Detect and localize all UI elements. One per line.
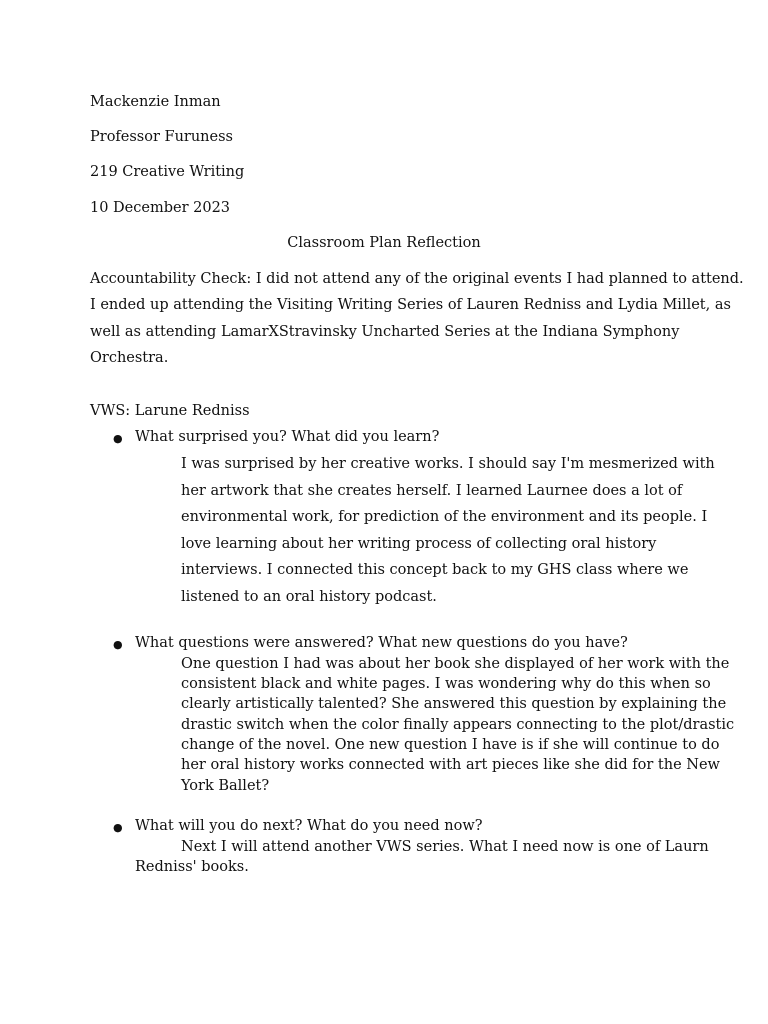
question-prompt: What questions were answered? What new questions do you have? <box>135 635 628 651</box>
author-name: Mackenzie Inman <box>90 94 221 110</box>
answer-line: change of the novel. One new question I have is if she will continue to do <box>181 737 720 753</box>
answer-line: York Ballet? <box>181 778 270 794</box>
answer-line: interviews. I connected this concept back to my GHS class where we <box>181 562 689 578</box>
paragraph-line: well as attending LamarXStravinsky Uncharted Series at the Indiana Symphony <box>90 324 680 340</box>
document-title: Classroom Plan Reflection <box>287 235 481 251</box>
bullet-icon: ● <box>113 638 123 651</box>
answer-line: drastic switch when the color finally appears connecting to the plot/drastic <box>181 717 735 733</box>
answer-line: her artwork that she creates herself. I learned Laurnee does a lot of <box>181 483 683 499</box>
answer-line: love learning about her writing process of collecting oral history <box>181 536 657 552</box>
answer-line: I was surprised by her creative works. I should say I'm mesmerized with <box>181 456 715 472</box>
document-date: 10 December 2023 <box>90 200 231 216</box>
answer-line: clearly artistically talented? She answered this question by explaining the <box>181 696 727 712</box>
answer-line: Next I will attend another VWS series. What I need now is one of Laurn <box>181 839 709 855</box>
section-heading: VWS: Larune Redniss <box>90 403 250 419</box>
paragraph-line: Orchestra. <box>90 350 169 366</box>
answer-line: her oral history works connected with art pieces like she did for the New <box>181 757 720 773</box>
professor-name: Professor Furuness <box>90 129 233 145</box>
course-name: 219 Creative Writing <box>90 164 245 180</box>
answer-line: consistent black and white pages. I was wondering why do this when so <box>181 676 711 692</box>
bullet-icon: ● <box>113 821 123 834</box>
answer-line: Redniss' books. <box>135 859 249 875</box>
bullet-icon: ● <box>113 432 123 445</box>
question-prompt: What surprised you? What did you learn? <box>135 429 440 445</box>
paragraph-line: Accountability Check: I did not attend any of the original events I had planned to attend. <box>90 271 744 287</box>
paragraph-line: I ended up attending the Visiting Writing Series of Lauren Redniss and Lydia Millet, as <box>90 297 731 313</box>
answer-line: listened to an oral history podcast. <box>181 589 437 605</box>
answer-line: One question I had was about her book she displayed of her work with the <box>181 656 730 672</box>
question-prompt: What will you do next? What do you need now? <box>135 818 483 834</box>
answer-line: environmental work, for prediction of the environment and its people. I <box>181 509 708 525</box>
